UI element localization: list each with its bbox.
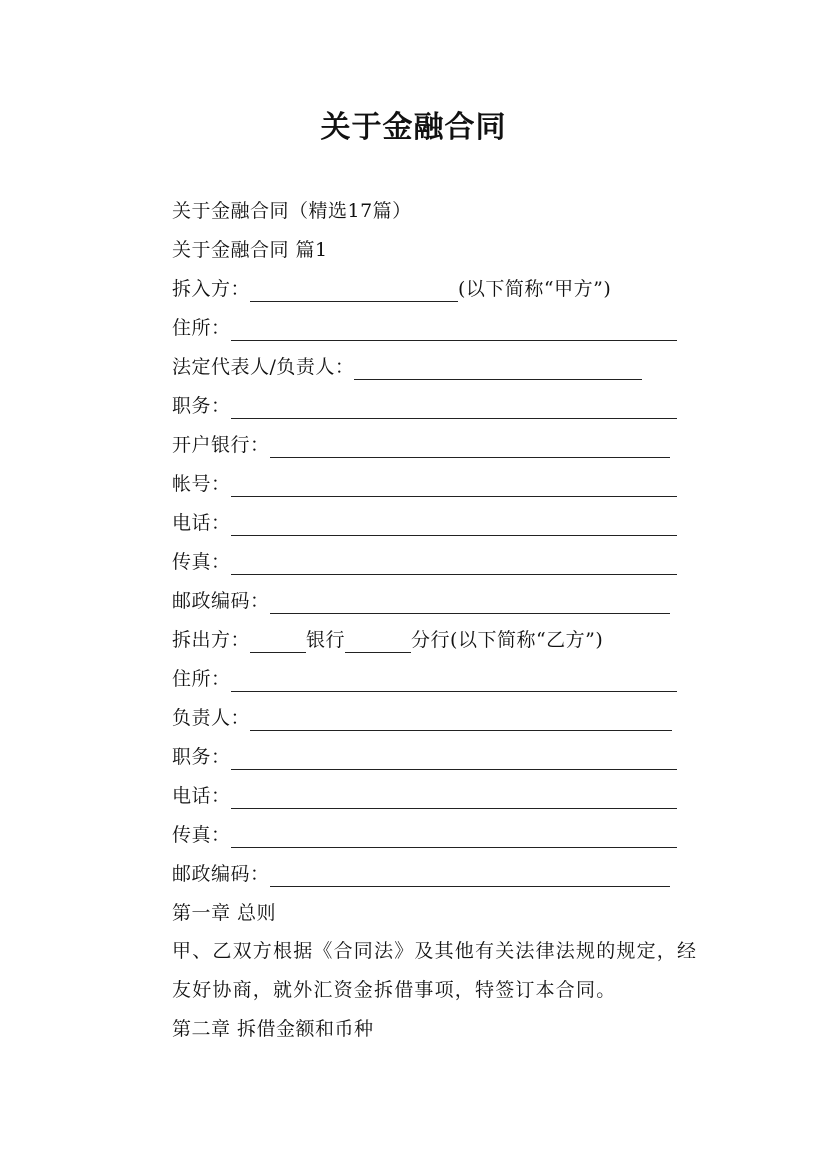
document-title: 关于金融合同: [320, 110, 507, 145]
party-a-rep-row: [172, 354, 642, 380]
party-a-bank-row: [172, 432, 670, 458]
party-a-address-label: 住所：: [172, 317, 231, 339]
party-b-address-field[interactable]: [231, 671, 677, 692]
party-b-fax-label: 传真：: [172, 824, 231, 846]
party-b-name-row: [172, 627, 603, 653]
party-a-postcode-row: [172, 588, 670, 614]
party-a-account-label: 帐号：: [172, 473, 231, 495]
party-b-postcode-field[interactable]: [270, 866, 670, 887]
party-b-fax-row: [172, 822, 677, 848]
party-b-branch-suffix: 分行(以下简称“乙方”): [411, 629, 604, 651]
party-a-bank-field[interactable]: [270, 437, 670, 458]
party-a-phone-row: [172, 510, 677, 536]
party-a-account-row: [172, 471, 677, 497]
party-b-position-row: [172, 744, 677, 770]
party-b-name-label: 拆出方：: [172, 629, 251, 651]
party-a-position-field[interactable]: [231, 398, 677, 419]
party-a-postcode-field[interactable]: [270, 593, 670, 614]
chapter-1-text: 甲、乙双方根据《合同法》及其他有关法律法规的规定，经友好协商，就外汇资金拆借事项，特签订本合同。: [172, 940, 698, 1001]
document-subtitle: 关于金融合同（精选17篇）: [172, 200, 412, 222]
party-b-bank-word: 银行: [306, 629, 346, 651]
party-a-address-row: [172, 315, 677, 341]
party-a-rep-field[interactable]: [354, 359, 642, 380]
party-b-phone-label: 电话：: [172, 785, 231, 807]
party-b-position-field[interactable]: [231, 749, 677, 770]
party-b-bank-field[interactable]: [250, 632, 306, 653]
party-a-account-field[interactable]: [231, 476, 677, 497]
party-b-principal-field[interactable]: [250, 710, 672, 731]
party-b-phone-field[interactable]: [231, 788, 677, 809]
party-a-fax-row: [172, 549, 677, 575]
chapter-1-paragraph: [126, 932, 716, 1010]
party-a-fax-field[interactable]: [231, 554, 677, 575]
party-a-name-row: [172, 276, 611, 302]
party-b-position-label: 职务：: [172, 746, 231, 768]
party-a-name-label: 拆入方：: [172, 278, 251, 300]
party-b-address-label: 住所：: [172, 668, 231, 690]
party-a-position-label: 职务：: [172, 395, 231, 417]
party-a-phone-label: 电话：: [172, 512, 231, 534]
party-a-bank-label: 开户银行：: [172, 434, 270, 456]
party-b-fax-field[interactable]: [231, 827, 677, 848]
party-b-branch-field[interactable]: [345, 632, 411, 653]
section-heading: 关于金融合同 篇1: [172, 239, 328, 261]
party-a-phone-field[interactable]: [231, 515, 677, 536]
chapter-1-title: 第一章 总则: [172, 902, 277, 924]
party-b-address-row: [172, 666, 677, 692]
party-a-rep-label: 法定代表人/负责人：: [172, 356, 355, 378]
party-b-principal-row: [172, 705, 672, 731]
chapter-2-title: 第二章 拆借金额和币种: [172, 1018, 374, 1040]
party-b-principal-label: 负责人：: [172, 707, 251, 729]
party-b-postcode-row: [172, 861, 670, 887]
party-a-name-suffix: (以下简称“甲方”): [458, 278, 612, 300]
party-a-address-field[interactable]: [231, 320, 677, 341]
party-b-phone-row: [172, 783, 677, 809]
party-a-position-row: [172, 393, 677, 419]
party-a-name-field[interactable]: [250, 281, 458, 302]
party-b-postcode-label: 邮政编码：: [172, 863, 270, 885]
party-a-fax-label: 传真：: [172, 551, 231, 573]
party-a-postcode-label: 邮政编码：: [172, 590, 270, 612]
